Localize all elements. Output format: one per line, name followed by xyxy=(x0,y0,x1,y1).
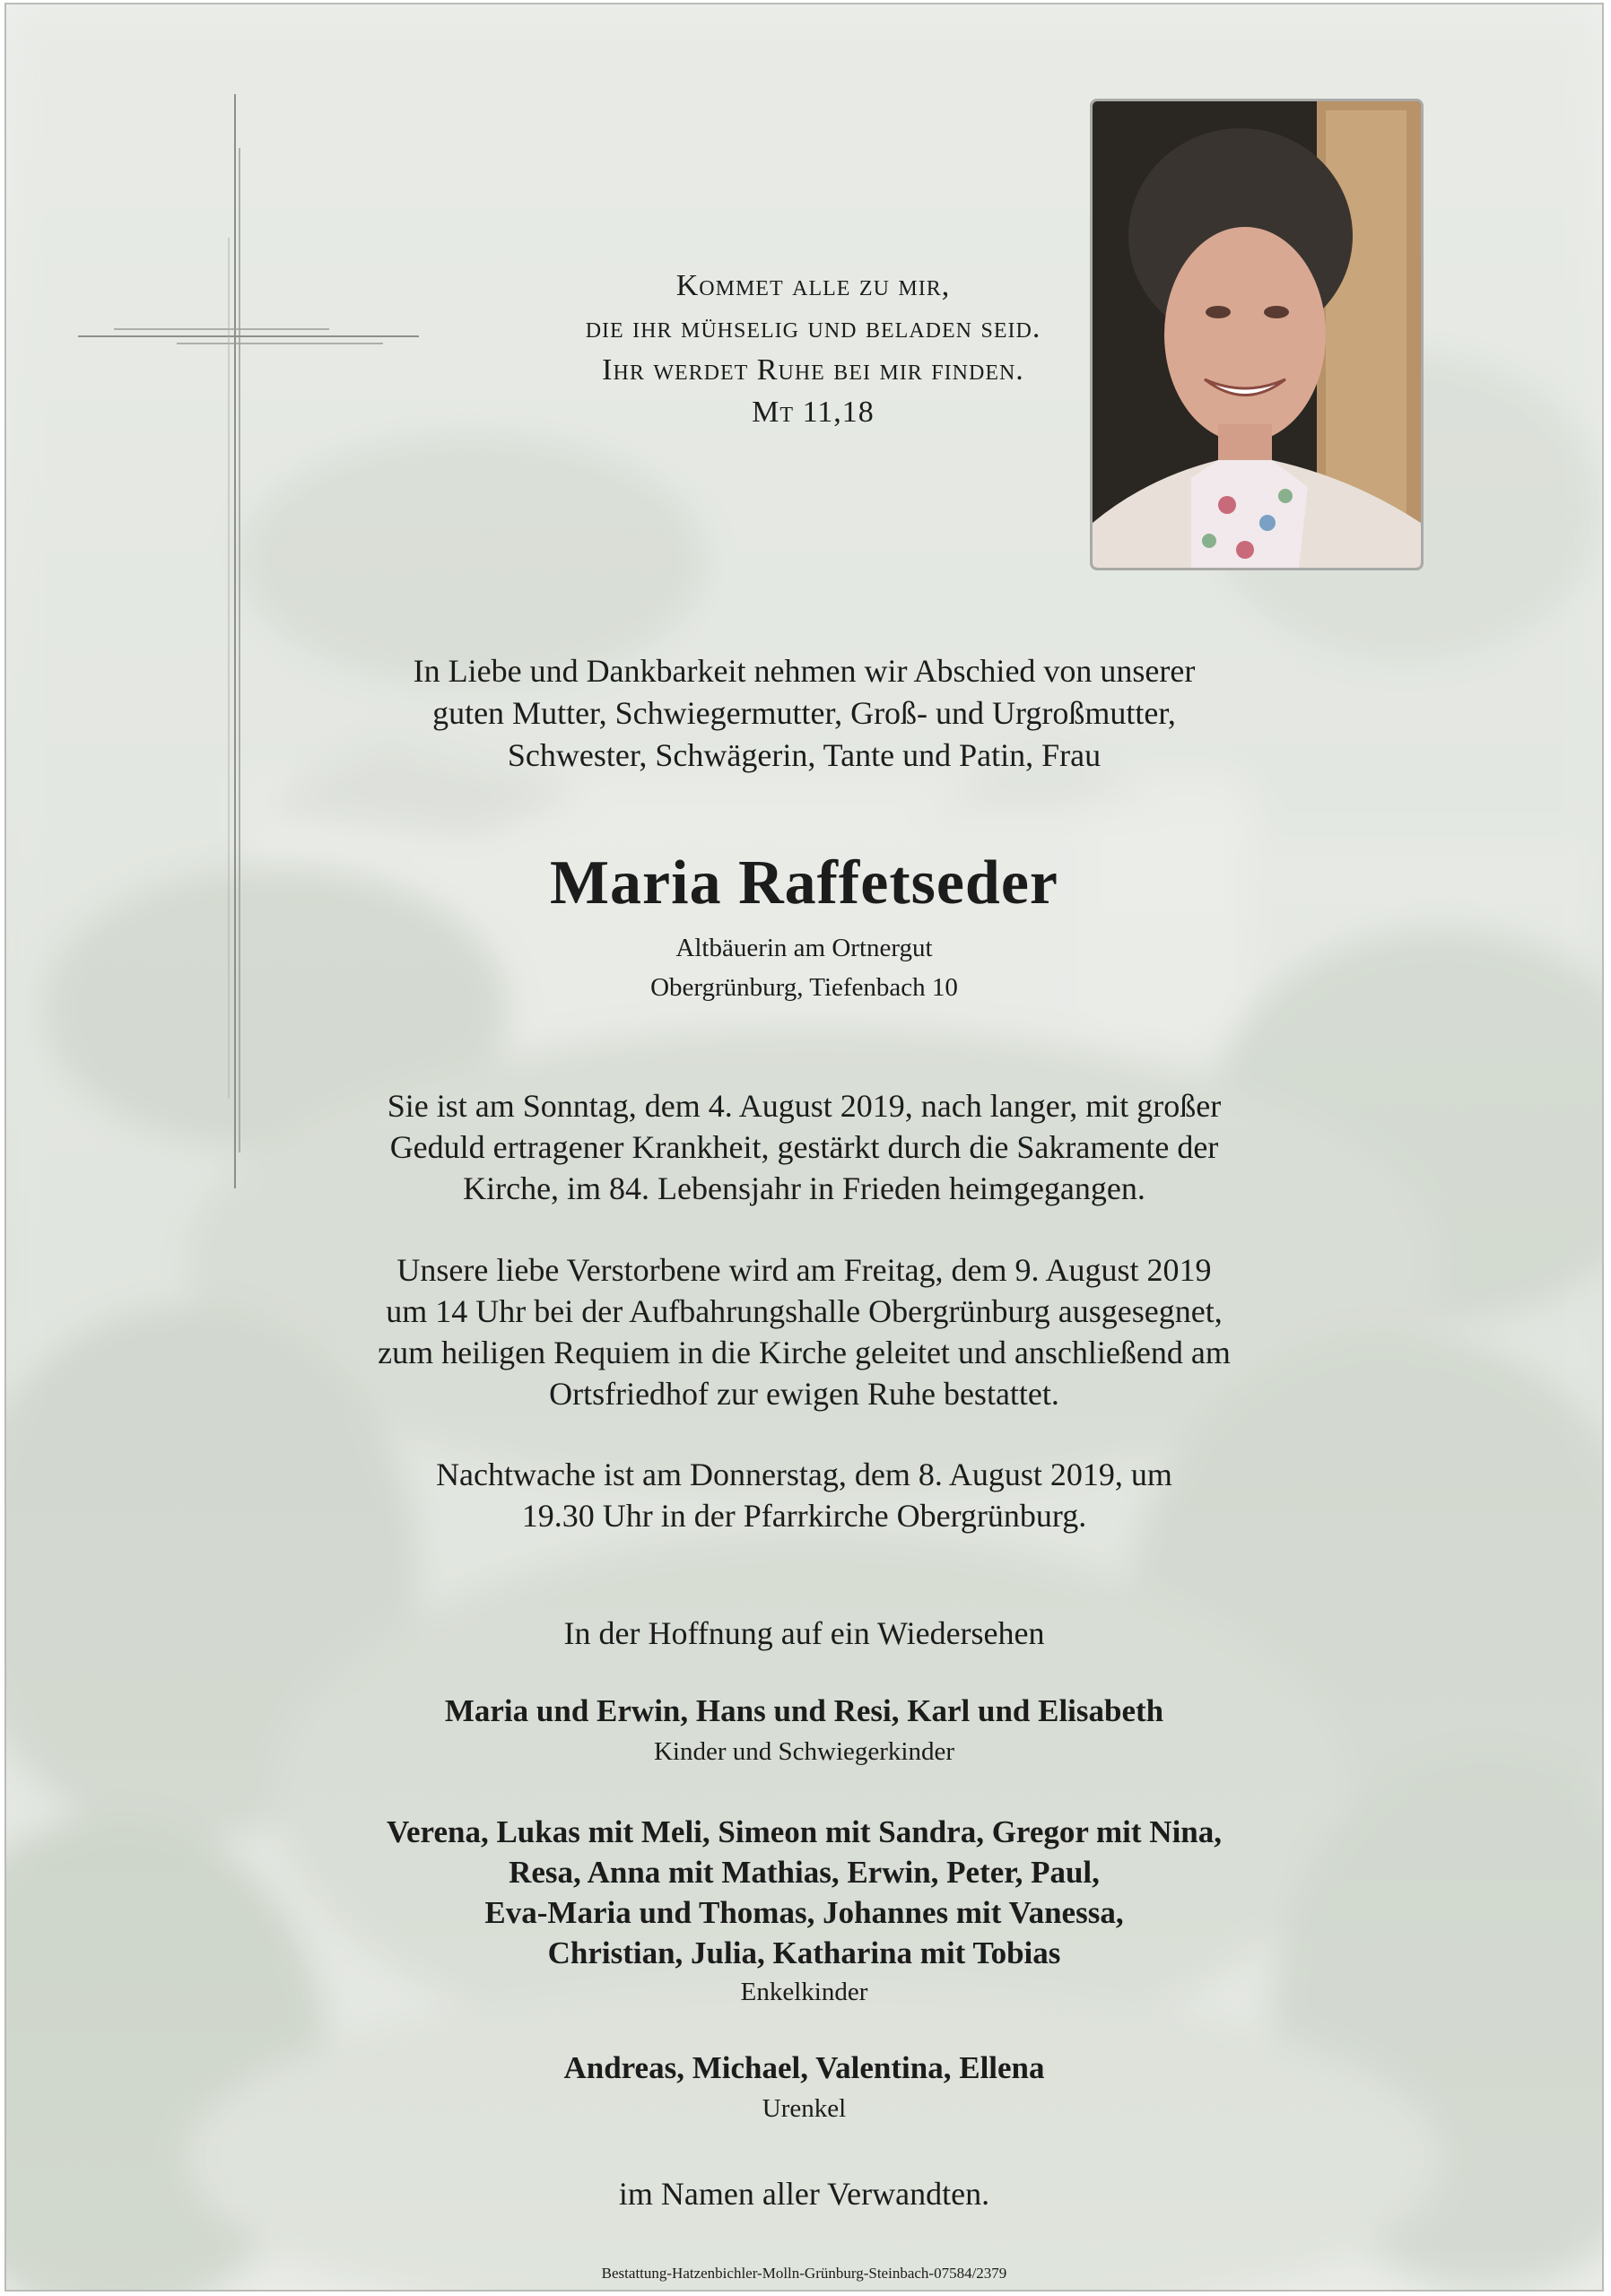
death-notice-line: Sie ist am Sonntag, dem 4. August 2019, nach langer, mit großer xyxy=(387,1088,1222,1124)
closing-line: im Namen aller Verwandten. xyxy=(618,2176,990,2212)
deceased-title: Altbäuerin am Ortnergut xyxy=(675,934,933,962)
portrait-photo xyxy=(1090,99,1424,570)
grandchildren-line: Verena, Lukas mit Meli, Simeon mit Sandra, Gregor mit Nina, xyxy=(386,1814,1223,1849)
death-notice-line: Kirche, im 84. Lebensjahr in Frieden heimgegangen. xyxy=(463,1170,1145,1206)
intro-line: guten Mutter, Schwiegermutter, Groß- und Urgroßmutter, xyxy=(432,695,1176,731)
funeral-line: Ortsfriedhof zur ewigen Ruhe bestattet. xyxy=(549,1376,1059,1412)
death-notice-paragraph xyxy=(6,1085,1602,1209)
great-grandchildren-names: Andreas, Michael, Valentina, Ellena xyxy=(563,2050,1045,2085)
funeral-home-footer: Bestattung-Hatzenbichler-Molln-Grünburg-Steinbach-07584/2379 xyxy=(601,2265,1007,2282)
funeral-paragraph xyxy=(6,1249,1602,1414)
intro-paragraph xyxy=(6,650,1602,777)
deceased-address: Obergrünburg, Tiefenbach 10 xyxy=(650,973,958,1002)
deceased-name: Maria Raffetseder xyxy=(549,848,1059,918)
grandchildren-line: Christian, Julia, Katharina mit Tobias xyxy=(547,1935,1061,1970)
verse-line: die ihr mühselig und beladen seid. xyxy=(585,311,1041,344)
children-names: Maria und Erwin, Hans und Resi, Karl und Elisabeth xyxy=(444,1693,1164,1728)
intro-line: Schwester, Schwägerin, Tante und Patin, Frau xyxy=(507,737,1102,773)
grandchildren-names xyxy=(6,1812,1602,1973)
vigil-line: 19.30 Uhr in der Pfarrkirche Obergrünburg. xyxy=(521,1498,1087,1534)
funeral-line: Unsere liebe Verstorbene wird am Freitag, dem 9. August 2019 xyxy=(396,1252,1212,1288)
verse-reference: Mt 11,18 xyxy=(752,396,875,429)
intro-line: In Liebe und Dankbarkeit nehmen wir Abschied von unserer xyxy=(413,653,1196,689)
death-notice-line: Geduld ertragener Krankheit, gestärkt durch die Sakramente der xyxy=(389,1129,1219,1165)
hope-line: In der Hoffnung auf ein Wiedersehen xyxy=(563,1615,1045,1651)
portrait-image xyxy=(1093,101,1421,568)
vigil-paragraph xyxy=(6,1454,1602,1536)
grandchildren-line: Eva-Maria und Thomas, Johannes mit Vanessa, xyxy=(484,1895,1124,1930)
funeral-line: um 14 Uhr bei der Aufbahrungshalle Obergrünburg ausgesegnet, xyxy=(386,1293,1223,1329)
grandchildren-line: Resa, Anna mit Mathias, Erwin, Peter, Paul, xyxy=(509,1855,1100,1890)
obituary-sheet xyxy=(4,3,1604,2292)
vigil-line: Nachtwache ist am Donnerstag, dem 8. August 2019, um xyxy=(436,1457,1172,1492)
children-relation: Kinder und Schwiegerkinder xyxy=(653,1737,954,1766)
great-grandchildren-relation: Urenkel xyxy=(762,2094,847,2123)
funeral-line: zum heiligen Requiem in die Kirche geleitet und anschließend am xyxy=(378,1335,1231,1370)
cross-icon xyxy=(78,94,419,1188)
grandchildren-relation: Enkelkinder xyxy=(740,1978,868,2006)
verse-line: Kommet alle zu mir, xyxy=(675,269,951,302)
verse-line: Ihr werdet Ruhe bei mir finden. xyxy=(602,353,1024,387)
